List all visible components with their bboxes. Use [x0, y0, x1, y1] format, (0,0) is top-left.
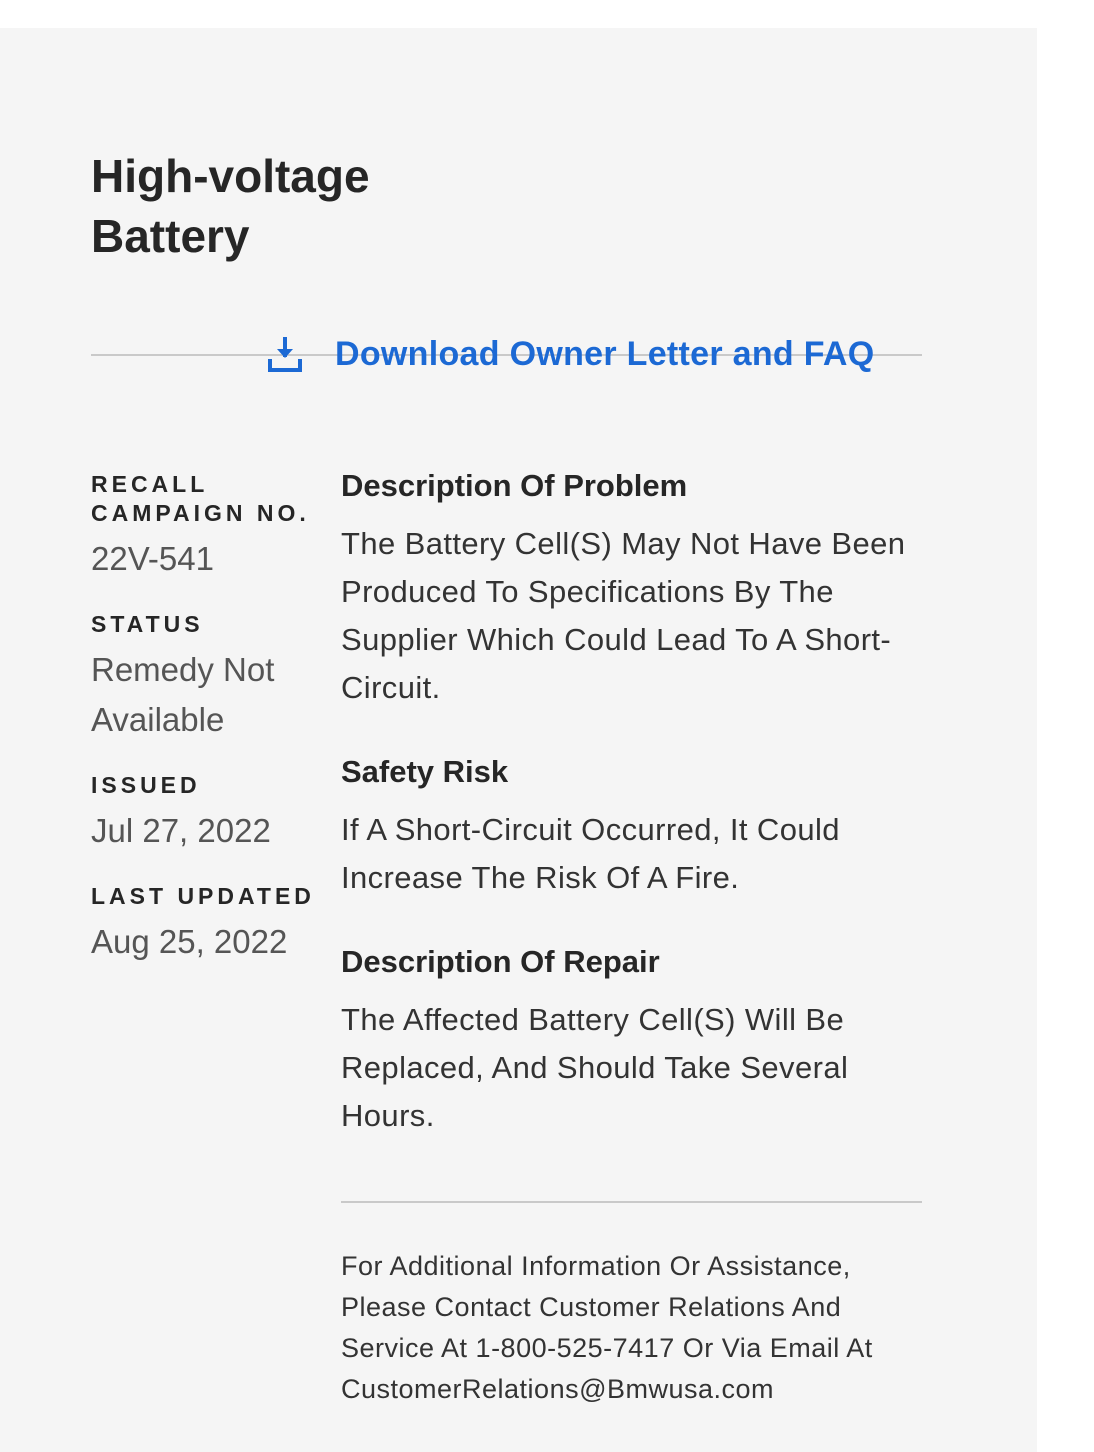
download-row [91, 330, 922, 378]
status-label: STATUS [91, 611, 204, 637]
campaign-value: 22V-541 [91, 540, 214, 577]
updated-value: Aug 25, 2022 [91, 923, 288, 960]
safety-risk-heading: Safety Risk [341, 754, 509, 789]
updated-block [91, 882, 331, 967]
campaign-label: RECALL CAMPAIGN NO. [91, 471, 310, 526]
download-owner-letter-link[interactable] [267, 330, 875, 378]
content-divider [341, 1201, 922, 1203]
repair-body: The Affected Battery Cell(S) Will Be Replaced, And Should Take Several Hours. [341, 1002, 849, 1133]
download-icon [267, 335, 303, 373]
recall-content [341, 466, 922, 1180]
recall-title: High-voltage Battery [91, 150, 370, 262]
campaign-block [91, 470, 331, 584]
recall-meta [91, 470, 331, 993]
problem-heading: Description Of Problem [341, 468, 688, 503]
issued-value: Jul 27, 2022 [91, 812, 271, 849]
repair-section [341, 942, 922, 1140]
issued-label: ISSUED [91, 772, 201, 798]
safety-risk-body: If A Short-Circuit Occurred, It Could Increase The Risk Of A Fire. [341, 812, 840, 895]
issued-block [91, 771, 331, 856]
status-block [91, 610, 331, 745]
updated-label: LAST UPDATED [91, 883, 315, 909]
repair-heading: Description Of Repair [341, 944, 660, 979]
contact-note: For Additional Information Or Assistance, Please Contact Customer Relations And Service At 1-800-525-7417 Or Via Email At CustomerRelations@Bmwusa.com [341, 1251, 873, 1404]
status-value: Remedy Not Available [91, 651, 275, 738]
safety-risk-section [341, 752, 922, 902]
problem-body: The Battery Cell(S) May Not Have Been Produced To Specifications By The Supplier Which Could Lead To A Short-Circuit. [341, 526, 906, 705]
problem-section [341, 466, 922, 712]
download-link-label: Download Owner Letter and FAQ [335, 334, 875, 373]
